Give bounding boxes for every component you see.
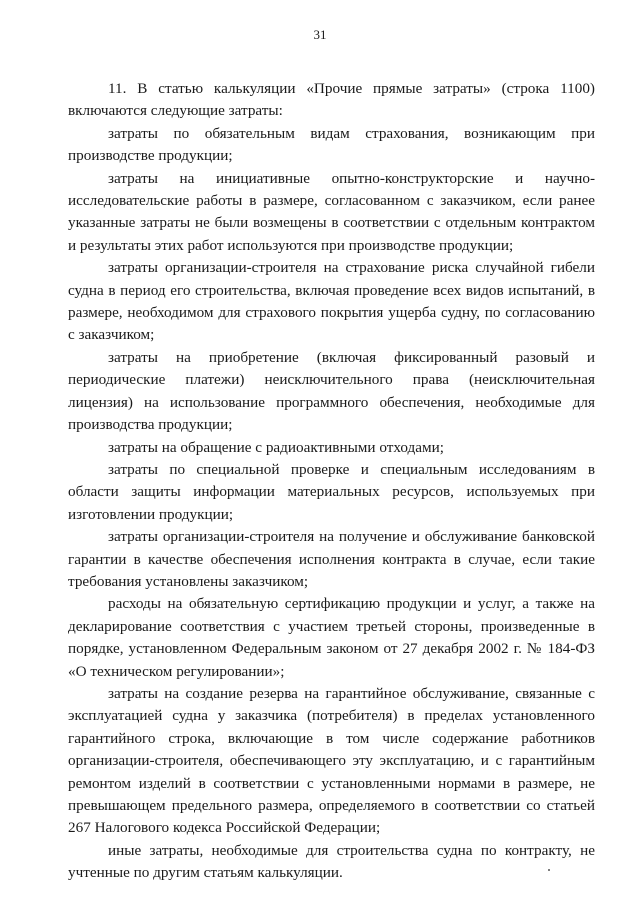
paragraph-intro: 11. В статью калькуляции «Прочие прямые затраты» (строка 1100) включаются следующие затраты: <box>68 80 595 120</box>
paragraph-software-license: затраты на приобретение (включая фиксированный разовый и периодические платежи) неисключительного права (неисключительная лицензия) на использование программного обеспечения, необходимые для производства продукции; <box>68 348 595 434</box>
paragraph-warranty-reserve: затраты на создание резерва на гарантийное обслуживание, связанные с эксплуатацией судна у заказчика (потребителя) в пределах установленного гарантийного строка, включающие в том числе содержание работников организации-строителя, обеспечивающего эту эксплуатацию, и с гарантийным ремонтом изделий в соответствии с установленными нормами в размере, не превышающем предельного размера, определяемого в соответствии со статьей 267 Налогового кодекса Российской Федерации; <box>68 684 595 837</box>
scan-speck <box>548 869 550 871</box>
paragraph-bank-guarantee: затраты организации-строителя на получение и обслуживание банковской гарантии в качестве обеспечения исполнения контракта в случае, если такие требования установлены заказчиком; <box>68 528 595 590</box>
paragraph-rnd-works: затраты на инициативные опытно-конструкторские и научно-исследовательские работы в размере, согласованном с заказчиком, если ранее указанные затраты не были возмещены в соответствии с отдельным контрактом и результаты этих работ используются при производстве продукции; <box>68 169 595 254</box>
document-body <box>68 78 595 885</box>
paragraph-certification: расходы на обязательную сертификацию продукции и услуг, а также на декларирование соответствия с участием третьей стороны, произведенные в порядке, установленном Федеральным законом от 27 декабря 2002 г. № 184-ФЗ «О техническом регулировании»; <box>68 595 595 680</box>
paragraph-insurance: затраты по обязательным видам страхования, возникающим при производстве продукции; <box>68 124 595 165</box>
paragraph-ship-loss-insurance: затраты организации-строителя на страхование риска случайной гибели судна в период его строительства, включая проведение всех видов испытаний, в размере, необходимом для страхового покрытия ущерба судну, по согласованию с заказчиком; <box>68 259 595 344</box>
paragraph-radioactive-waste: затраты на обращение с радиоактивными отходами; <box>108 438 444 456</box>
page-number: 31 <box>313 27 327 42</box>
paragraph-information-security: затраты по специальной проверке и специальным исследованиям в области защиты информации материальных ресурсов, используемых при изготовлении продукции; <box>68 460 595 523</box>
paragraph-other-costs: иные затраты, необходимые для строительства судна по контракту, не учтенные по другим статьям калькуляции. <box>68 841 595 882</box>
